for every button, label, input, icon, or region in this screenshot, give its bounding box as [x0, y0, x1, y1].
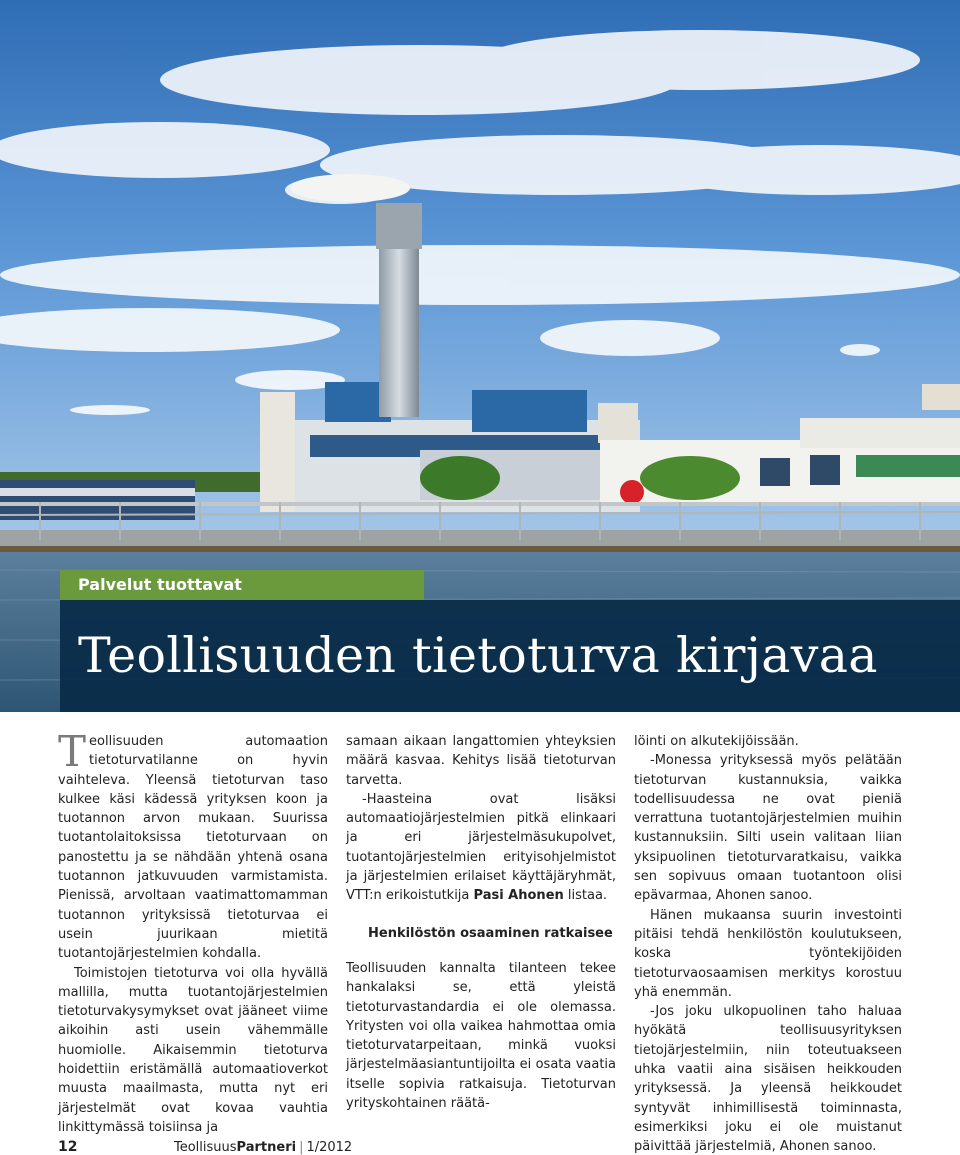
paragraph	[346, 790, 616, 906]
paragraph: Toimistojen tietoturva voi olla hyvällä mallilla, mutta tuotantojärjestelmien tietoturvakysymykset ovat jääneet viime aikoihin asti usein vähemmälle huomiolle. Aikaisemmin tietoturva hoidettiin eristämällä automaatioverkot muusta maailmasta, mutta nyt eri järjestelmät ovat kovaa vauhtia linkittymässä toisiinsa ja	[58, 965, 328, 1135]
footer-separator: |	[299, 1140, 304, 1155]
article-title: Teollisuuden tietoturva kirjavaa	[78, 627, 878, 684]
paragraph: löinti on alkutekijöissään.	[634, 734, 799, 749]
section-heading: Henkilöstön osaaminen ratkaisee	[368, 925, 613, 941]
paragraph: -Monessa yrityksessä myös pelätään tietoturvan kustannuksia, vaikka todellisuudessa ne ovat pieniä verrattuna tuotantojärjestelmien muihin kustannuksiin. Silti usein valitaan liian yksipuolinen tietoturvaratkaisu, vaikka sen sopivuus omaan tuotantoon olisi epävarmaa, Ahonen sanoo.	[634, 753, 902, 904]
publication-name-bold: Partneri	[236, 1140, 297, 1155]
column-2	[346, 732, 616, 1113]
person-name: Pasi Ahonen	[473, 888, 564, 904]
title-banner	[60, 600, 960, 712]
publication-name-regular: Teollisuus	[174, 1140, 237, 1155]
paragraph-text: listaa.	[563, 888, 608, 904]
page-footer	[58, 1139, 352, 1155]
column-3	[634, 732, 902, 1155]
paragraph: -Jos joku ulkopuolinen taho haluaa hyökätä teollisuusyrityksen tietojärjestelmiin, niin toteutuakseen uhka vaatii aina sisäisen heikkouden yrityksessä. Ja yleensä heikkoudet syntyvät inhimillisestä toiminnasta, esimerkiksi joku ei ole muistanut päivittää järjestelmiä, Ahonen sanoo.	[634, 1004, 902, 1155]
page-number: 12	[58, 1139, 78, 1155]
paragraph-text: eollisuuden automaation tietoturvatilanne on hyvin vaihteleva. Yleensä tietoturvan taso kulkee käsi kädessä yrityksen koon ja tuotannon arvon mukaan. Suurissa tuotantolaitoksissa tietoturvaan on panostettu ja se nähdään yhtenä osana tuotannon jatkuvuuden varmistamista. Pienissä, arvoltaan vaatimattomamman tuotannon yrityksissä tietoturvaa ei usein juurikaan mietitä tuotantojärjestelmien kohdalla.	[58, 734, 328, 962]
issue-number: 1/2012	[306, 1140, 353, 1155]
column-1	[58, 727, 328, 1137]
drop-cap: T	[58, 727, 87, 776]
paragraph	[58, 727, 328, 964]
paragraph: Teollisuuden kannalta tilanteen tekee hankalaksi se, että yleistä tietoturvastandardia ei ole olemassa. Yritysten voi olla vaikea hahmottaa omia tietoturvatarpeitaan, minkä vuoksi järjestelmäasiantuntijoilta ei osata vaatia itselle sopivia ratkaisuja. Tietoturvan yrityskohtainen räätä-	[346, 960, 616, 1112]
paragraph: samaan aikaan langattomien yhteyksien määrä kasvaa. Kehitys lisää tietoturvan tarvetta.	[346, 734, 616, 788]
publication-name	[174, 1140, 296, 1155]
paragraph: Hänen mukaansa suurin investointi pitäisi tehdä henkilöstön koulutukseen, koska työntekijöiden tietoturvaosaamisen merkitys korostuu yhä enemmän.	[634, 907, 902, 1000]
paragraph-text: -Haasteina ovat lisäksi automaatiojärjestelmien pitkä elinkaari ja eri järjestelmäsukupolvet, tuotantojärjestelmien erityisohjelmistot ja järjestelmien erilaiset käyttäjäryhmät, VTT:n erikoistutkija	[346, 791, 616, 904]
category-label: Palvelut tuottavat	[60, 570, 424, 600]
